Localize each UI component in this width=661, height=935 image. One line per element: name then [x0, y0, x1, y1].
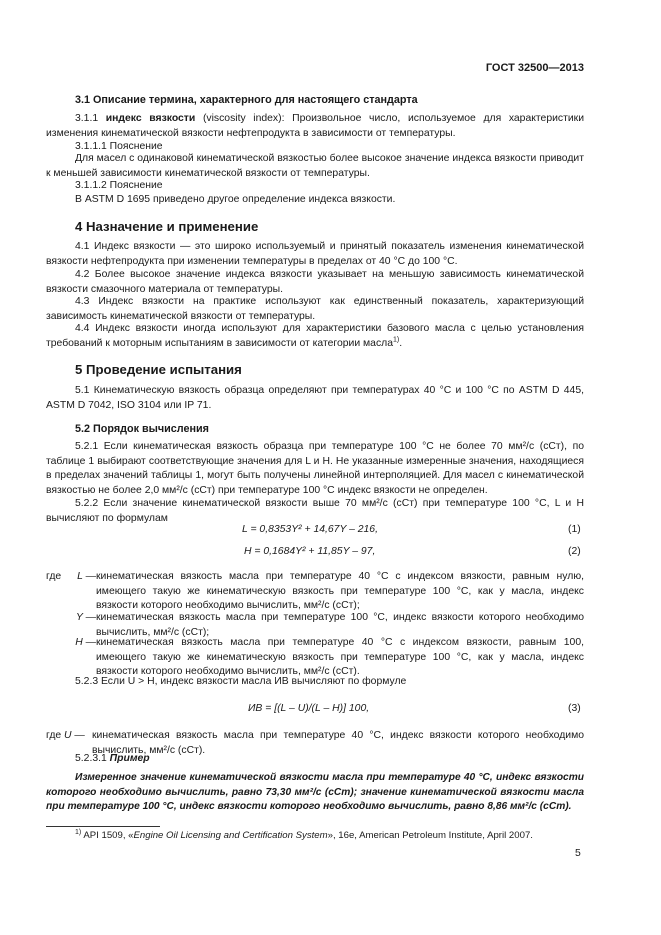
footnote-ref: 1) — [392, 336, 400, 344]
where-label-2: где — [46, 730, 62, 741]
paragraph-5-2-2: 5.2.2 Если значение кинематической вязкости выше 70 мм²/с (сСт) при температуре 100 °С, L и H вычисляют по формулам — [46, 498, 584, 524]
clause-number: 3.1.1 — [75, 113, 99, 124]
definition-list — [0, 570, 661, 680]
paragraph-4-2: 4.2 Более высокое значение индекса вязкости указывает на меньшую зависимость кинематической вязкости смазочного материала от температуры. — [46, 269, 584, 295]
note-3-1-1-1-text: Для масел с одинаковой кинематической вязкостью более высокое значение индекса вязкости приводит к меньшей зависимости кинематической вязкости от температуры. — [46, 153, 584, 179]
paragraph-4-3: 4.3 Индекс вязкости на практике используют как единственный показатель, характеризующий зависимость кинематической вязкости от температуры. — [46, 296, 584, 322]
def-H-text: кинематическая вязкость масла при температуре 40 °С с индексом вязкости, равным 100, имеющего такую же кинематическую вязкость при температуре 100 °С, как у масла, индекс вязкости которого необходимо вычислить, мм²/с (сСт). — [96, 637, 584, 678]
paragraph-5-1: 5.1 Кинематическую вязкость образца определяют при температурах 40 °С и 100 °С по ASTM D 445, ASTM D 7042, ISO 3104 или IP 71. — [46, 385, 584, 411]
note-3-1-1-2-text: В ASTM D 1695 приведено другое определение индекса вязкости. — [75, 194, 396, 205]
term-name: индекс вязкости — [105, 113, 196, 124]
def-L-term: L — — [77, 571, 96, 582]
clause-5-2-3-1-title: Пример — [109, 753, 150, 764]
formula-2-number: (2) — [568, 546, 581, 557]
def-U-term: U — — [64, 730, 85, 741]
footnote-text-b: », 16e, American Petroleum Institute, April 2007. — [327, 830, 533, 841]
formula-2: H = 0,1684Y² + 11,85Y – 97, — [244, 546, 376, 557]
paragraph-5-2-1: 5.2.1 Если кинематическая вязкость образца при температуре 100 °С не более 70 мм²/с (сСт), по таблице 1 выбирают соответствующие значения для L и H. Не указанные измеренные значения, находящиеся в пределах значений таблицы 1, могут быть получены линейной интерполяцией. Для масел с кинематической вязкостью не более 2,0 мм²/с (сСт) при температуре 100 °С индекс вязкости не определен. — [46, 441, 584, 496]
def-Y-term: Y — — [75, 612, 96, 623]
paragraph-4-4-text: 4.4 Индекс вязкости иногда используют для характеристики базового масла с целью установления требований к моторным испытаниям в зависимости от категории масла — [46, 323, 584, 349]
section-5-heading: 5 Проведение испытания — [75, 362, 242, 377]
def-L-text: кинематическая вязкость масла при температуре 40 °С с индексом вязкости, равным нулю, имеющего такую же кинематическую вязкость при температуре 100 °С, как у масла, индекс вязкости которого необходимо вычислить, мм²/с (сСт); — [96, 571, 584, 612]
paragraph-4-4-end: . — [399, 337, 403, 349]
footnote-text-a: API 1509, « — [83, 830, 134, 841]
section-5-2-heading: 5.2 Порядок вычисления — [75, 423, 209, 435]
note-3-1-1-2-title: 3.1.1.2 Пояснение — [75, 180, 163, 191]
where-label: где — [46, 571, 62, 582]
def-Y-text: кинематическая вязкость масла при температуре 100 °С, индекс вязкости которого необходимо вычислить, мм²/с (сСт); — [96, 612, 584, 638]
paragraph-5-2-3: 5.2.3 Если U > H, индекс вязкости масла ИВ вычисляют по формуле — [75, 676, 407, 687]
footnote-mark: 1) — [75, 828, 82, 836]
formula-3-number: (3) — [568, 703, 581, 714]
footnote-text-italic: Engine Oil Licensing and Certification System — [133, 830, 328, 841]
clause-5-2-3-1 — [75, 752, 584, 767]
formula-1: L = 0,8353Y² + 14,67Y – 216, — [242, 524, 378, 535]
note-3-1-1-1-title: 3.1.1.1 Пояснение — [75, 141, 163, 152]
section-4-heading: 4 Назначение и применение — [75, 219, 259, 234]
footnote-divider — [46, 826, 160, 827]
clause-5-2-3-1-number: 5.2.3.1 — [75, 753, 107, 764]
def-H-term: H — — [75, 637, 96, 648]
def-U-text: кинематическая вязкость масла при температуре 40 °С, индекс вязкости которого необходимо вычислить, мм²/с (сСт). — [92, 730, 584, 756]
term-definition: (viscosity index): Произвольное число, используемое для характеристики изменения кинематической вязкости нефтепродукта в зависимости от температуры. — [46, 113, 585, 139]
formula-1-number: (1) — [568, 524, 581, 535]
formula-3: ИВ = [(L – U)/(L – H)] 100, — [248, 703, 370, 714]
paragraph-3-1-1 — [46, 112, 584, 141]
section-3-1-heading: 3.1 Описание термина, характерного для настоящего стандарта — [75, 94, 418, 106]
example-text: Измеренное значение кинематической вязкости масла при температуре 40 °С, индекс вязкости которого необходимо вычислить, равно 73,30 мм²/с (сСт); значение кинематической вязкости масла при температуре 100 °С, индекс вязкости которого необходимо вычислить, равно 8,86 мм²/с (сСт). — [46, 772, 584, 813]
footnote — [75, 829, 584, 844]
page-number: 5 — [575, 848, 581, 859]
paragraph-4-4 — [46, 322, 584, 351]
paragraph-4-1: 4.1 Индекс вязкости — это широко используемый и принятый показатель изменения кинематической вязкости нефтепродукта при изменении температуры в пределах от 40 °С до 100 °С. — [46, 241, 584, 267]
document-id: ГОСТ 32500—2013 — [485, 62, 584, 74]
